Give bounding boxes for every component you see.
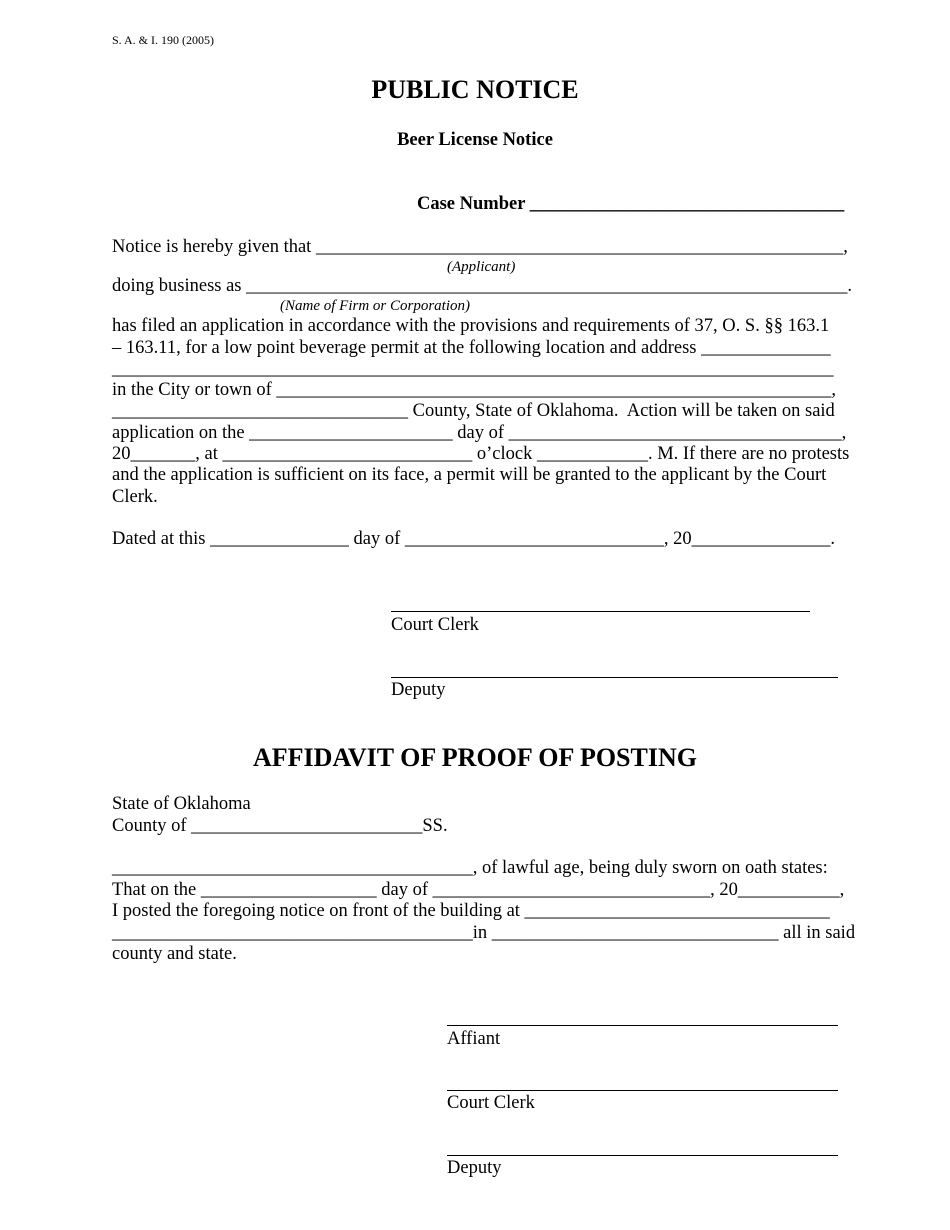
notice-line-county[interactable]: ________________________________ County, State of Oklahoma. Action will be taken on said (112, 401, 835, 421)
notice-line: has filed an application in accordance with the provisions and requirements of 37, O. S. §§ 163.1 (112, 316, 830, 336)
notice-line-address[interactable]: – 163.11, for a low point beverage permit at the following location and address ______________ (112, 338, 831, 358)
caption-firm: (Name of Firm or Corporation) (280, 298, 471, 314)
affidavit-line-location[interactable]: _______________________________________in _______________________________ all in said (112, 923, 856, 943)
notice-line-dba[interactable]: doing business as _________________________________________________________________. (112, 276, 852, 296)
affiant-signature-line[interactable] (447, 1025, 838, 1026)
case-number-field[interactable]: Case Number __________________________________ (417, 194, 845, 214)
dated-line[interactable]: Dated at this _______________ day of ____________________________, 20_______________. (112, 529, 835, 549)
affidavit-deputy-label: Deputy (447, 1158, 502, 1178)
affidavit-state: State of Oklahoma (112, 794, 251, 814)
court-clerk-signature-line[interactable] (391, 611, 810, 612)
affidavit-county-field[interactable]: County of _________________________SS. (112, 816, 448, 836)
affidavit-title: AFFIDAVIT OF PROOF OF POSTING (253, 743, 697, 772)
affiant-label: Affiant (447, 1029, 501, 1049)
affidavit-court-clerk-label: Court Clerk (447, 1093, 535, 1113)
affidavit-line-affiant[interactable]: _______________________________________, of lawful age, being duly sworn on oath states: (112, 858, 828, 878)
notice-line-date[interactable]: application on the ______________________ day of ____________________________________, (112, 423, 847, 443)
affidavit-court-clerk-signature-line[interactable] (447, 1090, 838, 1091)
notice-line-applicant[interactable]: Notice is hereby given that _________________________________________________________, (112, 237, 848, 257)
caption-applicant: (Applicant) (447, 259, 516, 275)
page-subtitle: Beer License Notice (397, 130, 553, 150)
form-code: S. A. & I. 190 (2005) (112, 33, 214, 47)
affidavit-line-date[interactable]: That on the ___________________ day of ______________________________, 20___________, (112, 880, 845, 900)
page-title: PUBLIC NOTICE (371, 75, 579, 104)
affidavit-deputy-signature-line[interactable] (447, 1155, 838, 1156)
affidavit-line-building[interactable]: I posted the foregoing notice on front of the building at _________________________________ (112, 901, 830, 921)
notice-line-time[interactable]: 20_______, at ___________________________ o’clock ____________. M. If there are no protests (112, 444, 850, 464)
notice-line: and the application is sufficient on its face, a permit will be granted to the applicant by the Court (112, 465, 827, 485)
deputy-label: Deputy (391, 680, 446, 700)
notice-line-address-cont[interactable]: ______________________________________________________________________________ (112, 359, 834, 379)
affidavit-line: county and state. (112, 944, 237, 964)
court-clerk-label: Court Clerk (391, 615, 479, 635)
notice-line-city[interactable]: in the City or town of ____________________________________________________________, (112, 380, 837, 400)
deputy-signature-line[interactable] (391, 677, 838, 678)
notice-line: Clerk. (112, 487, 158, 507)
